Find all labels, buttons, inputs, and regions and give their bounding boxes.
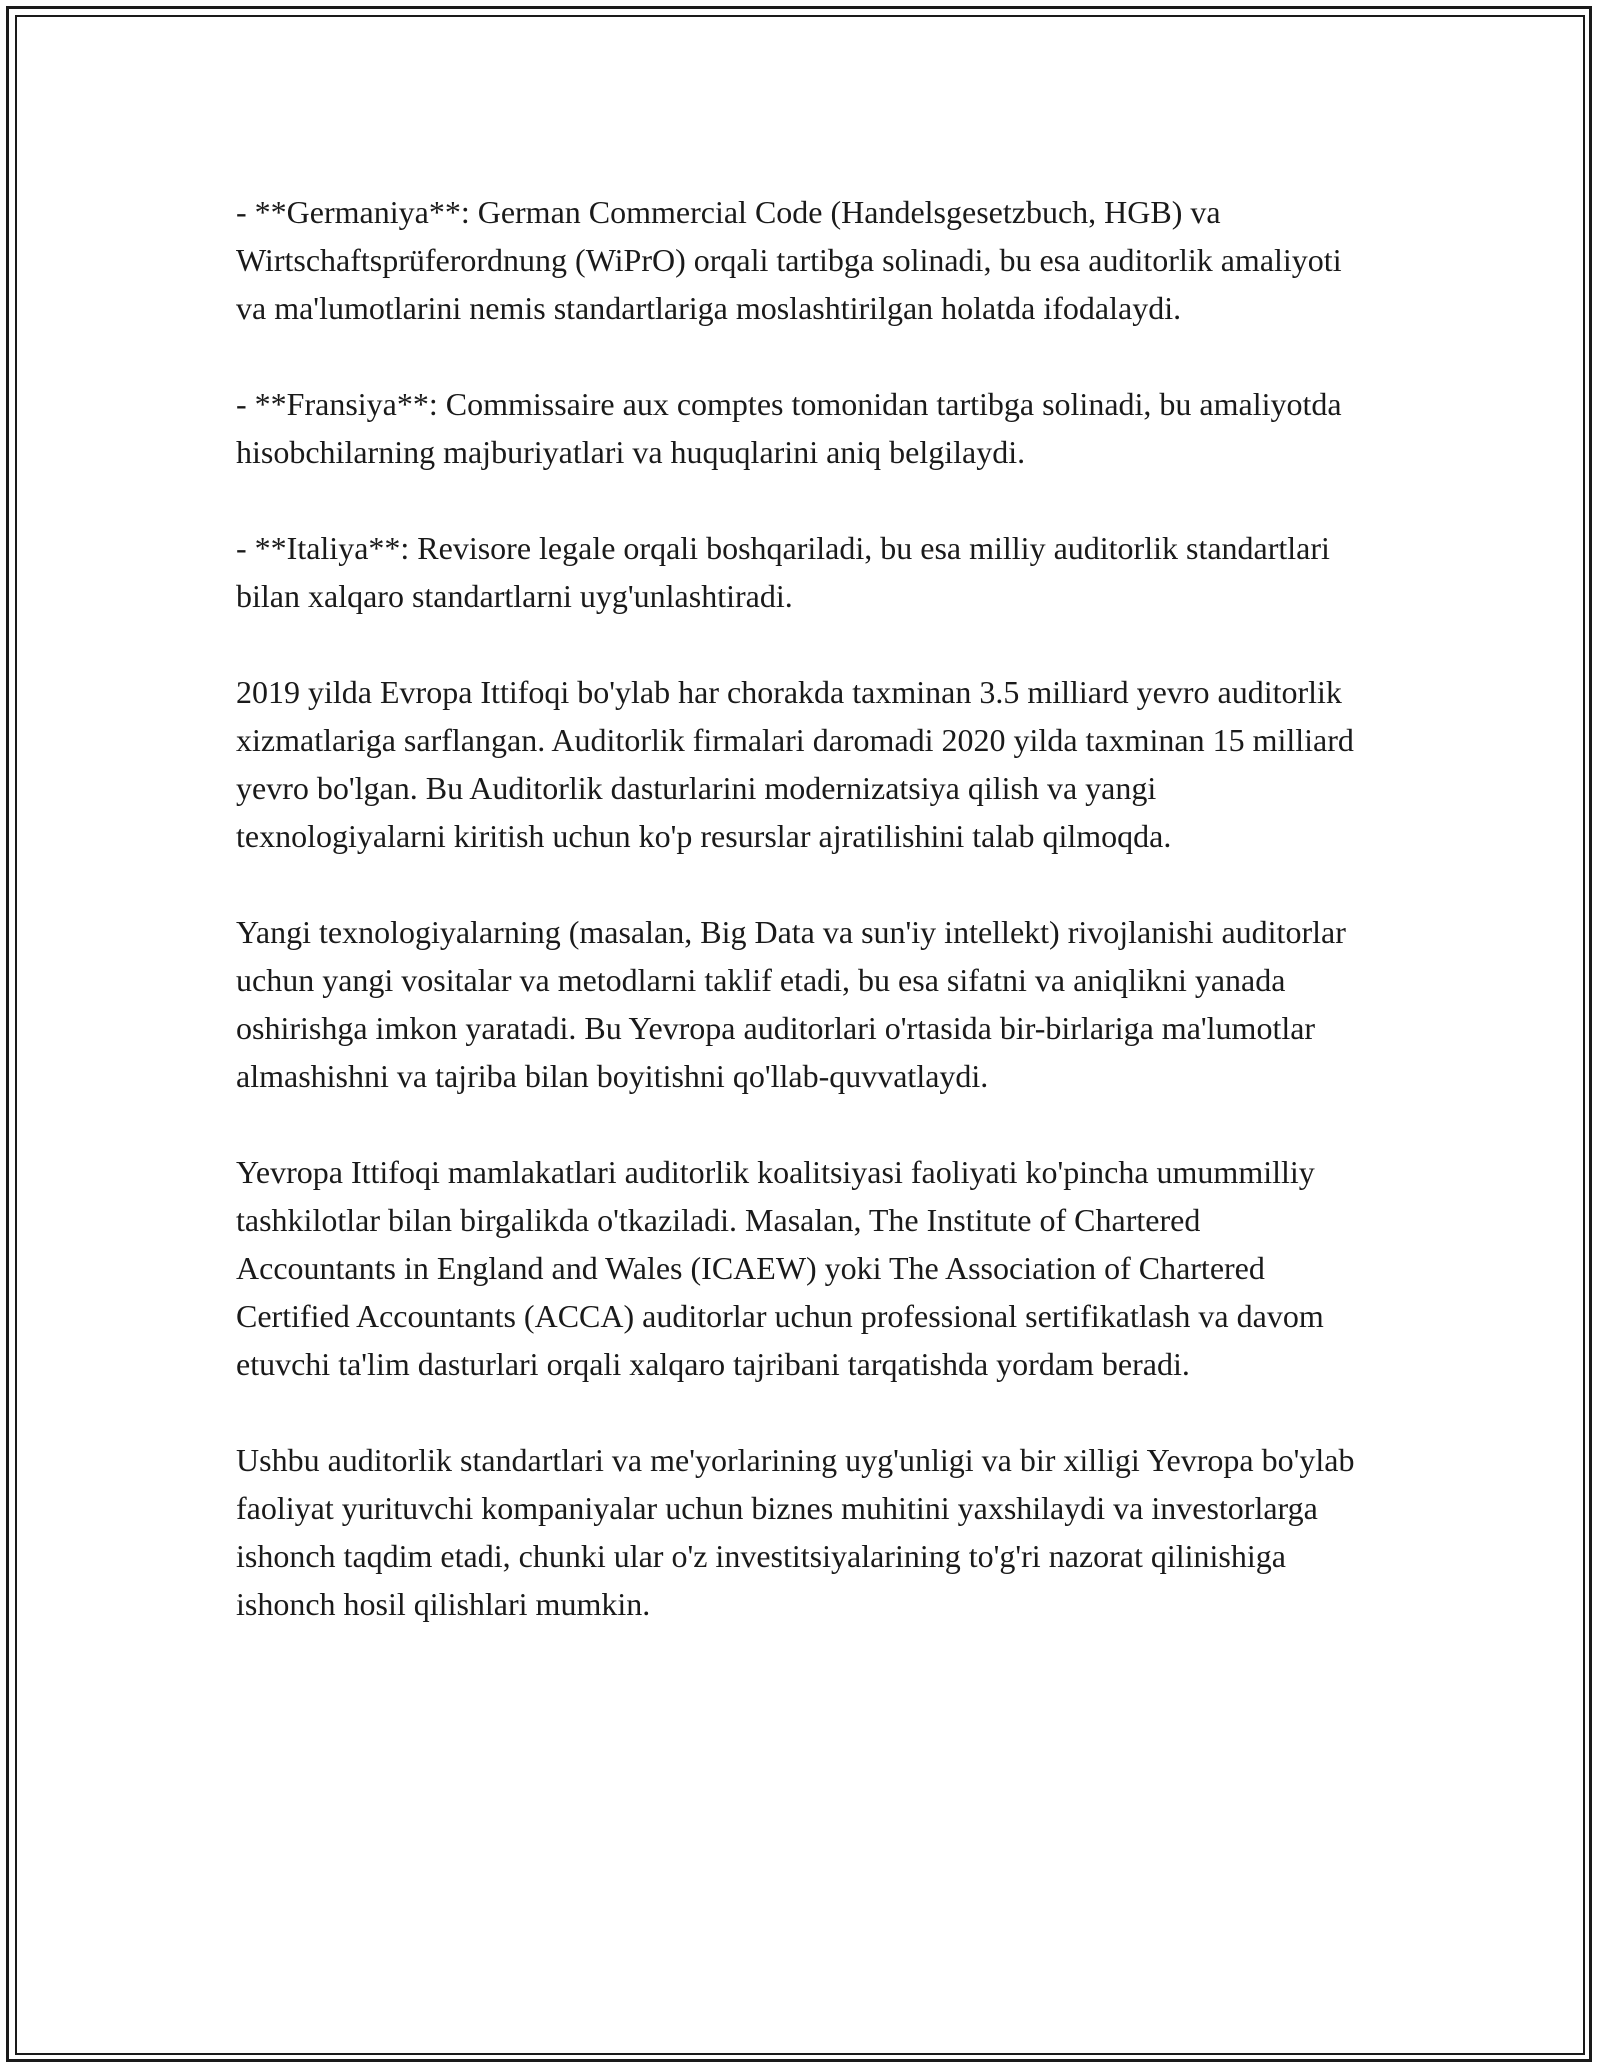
paragraph-harmonization: Ushbu auditorlik standartlari va me'yorlarining uyg'unligi va bir xilligi Yevropa bo'ylab faoliyat yurituvchi kompaniyalar uchun biznes muhitini yaxshilaydi va investorlarga ishonch taqdim etadi, chunki ular o'z investitsiyalarining to'g'ri nazorat qilinishiga ishonch hosil qilishlari mumkin. bbox=[236, 1442, 1355, 1622]
paragraph-coalition: Yevropa Ittifoqi mamlakatlari auditorlik koalitsiyasi faoliyati ko'pincha umummilliy tashkilotlar bilan birgalikda o'tkaziladi. Masalan, The Institute of Chartered Accountants in England and Wales (ICAEW) yoki The Association of Chartered Certified Accountants (ACCA) auditorlar uchun professional sertifikatlash va davom etuvchi ta'lim dasturlari orqali xalqaro tajribani tarqatishda yordam beradi. bbox=[236, 1154, 1324, 1382]
paragraph-new-technologies: Yangi texnologiyalarning (masalan, Big Data va sun'iy intellekt) rivojlanishi auditorlar uchun yangi vositalar va metodlarni taklif etadi, bu esa sifatni va aniqlikni yanada oshirishga imkon yaratadi. Bu Yevropa auditorlari o'rtasida bir-birlariga ma'lumotlar almashishni va tajriba bilan boyitishni qo'llab-quvvatlaydi. bbox=[236, 914, 1346, 1094]
paragraph-germaniya: - **Germaniya**: German Commercial Code (Handelsgesetzbuch, HGB) va Wirtschaftsprüferordnung (WiPrO) orqali tartibga solinadi, bu esa auditorlik amaliyoti va ma'lumotlarini nemis standartlariga moslashtirilgan holatda ifodalaydi. bbox=[236, 194, 1342, 326]
paragraph-fransiya: - **Fransiya**: Commissaire aux comptes tomonidan tartibga solinadi, bu amaliyotda hisobchilarning majburiyatlari va huquqlarini aniq belgilaydi. bbox=[236, 386, 1342, 470]
paragraph-italiya: - **Italiya**: Revisore legale orqali boshqariladi, bu esa milliy auditorlik standartlari bilan xalqaro standartlarni uyg'unlashtiradi. bbox=[236, 530, 1330, 614]
document-body bbox=[236, 188, 1366, 1676]
paragraph-spending-2019: 2019 yilda Evropa Ittifoqi bo'ylab har chorakda taxminan 3.5 milliard yevro auditorlik xizmatlariga sarflangan. Auditorlik firmalari daromadi 2020 yilda taxminan 15 milliard yevro bo'lgan. Bu Auditorlik dasturlarini modernizatsiya qilish va yangi texnologiyalarni kiritish uchun ko'p resurslar ajratilishini talab qilmoqda. bbox=[236, 674, 1354, 854]
